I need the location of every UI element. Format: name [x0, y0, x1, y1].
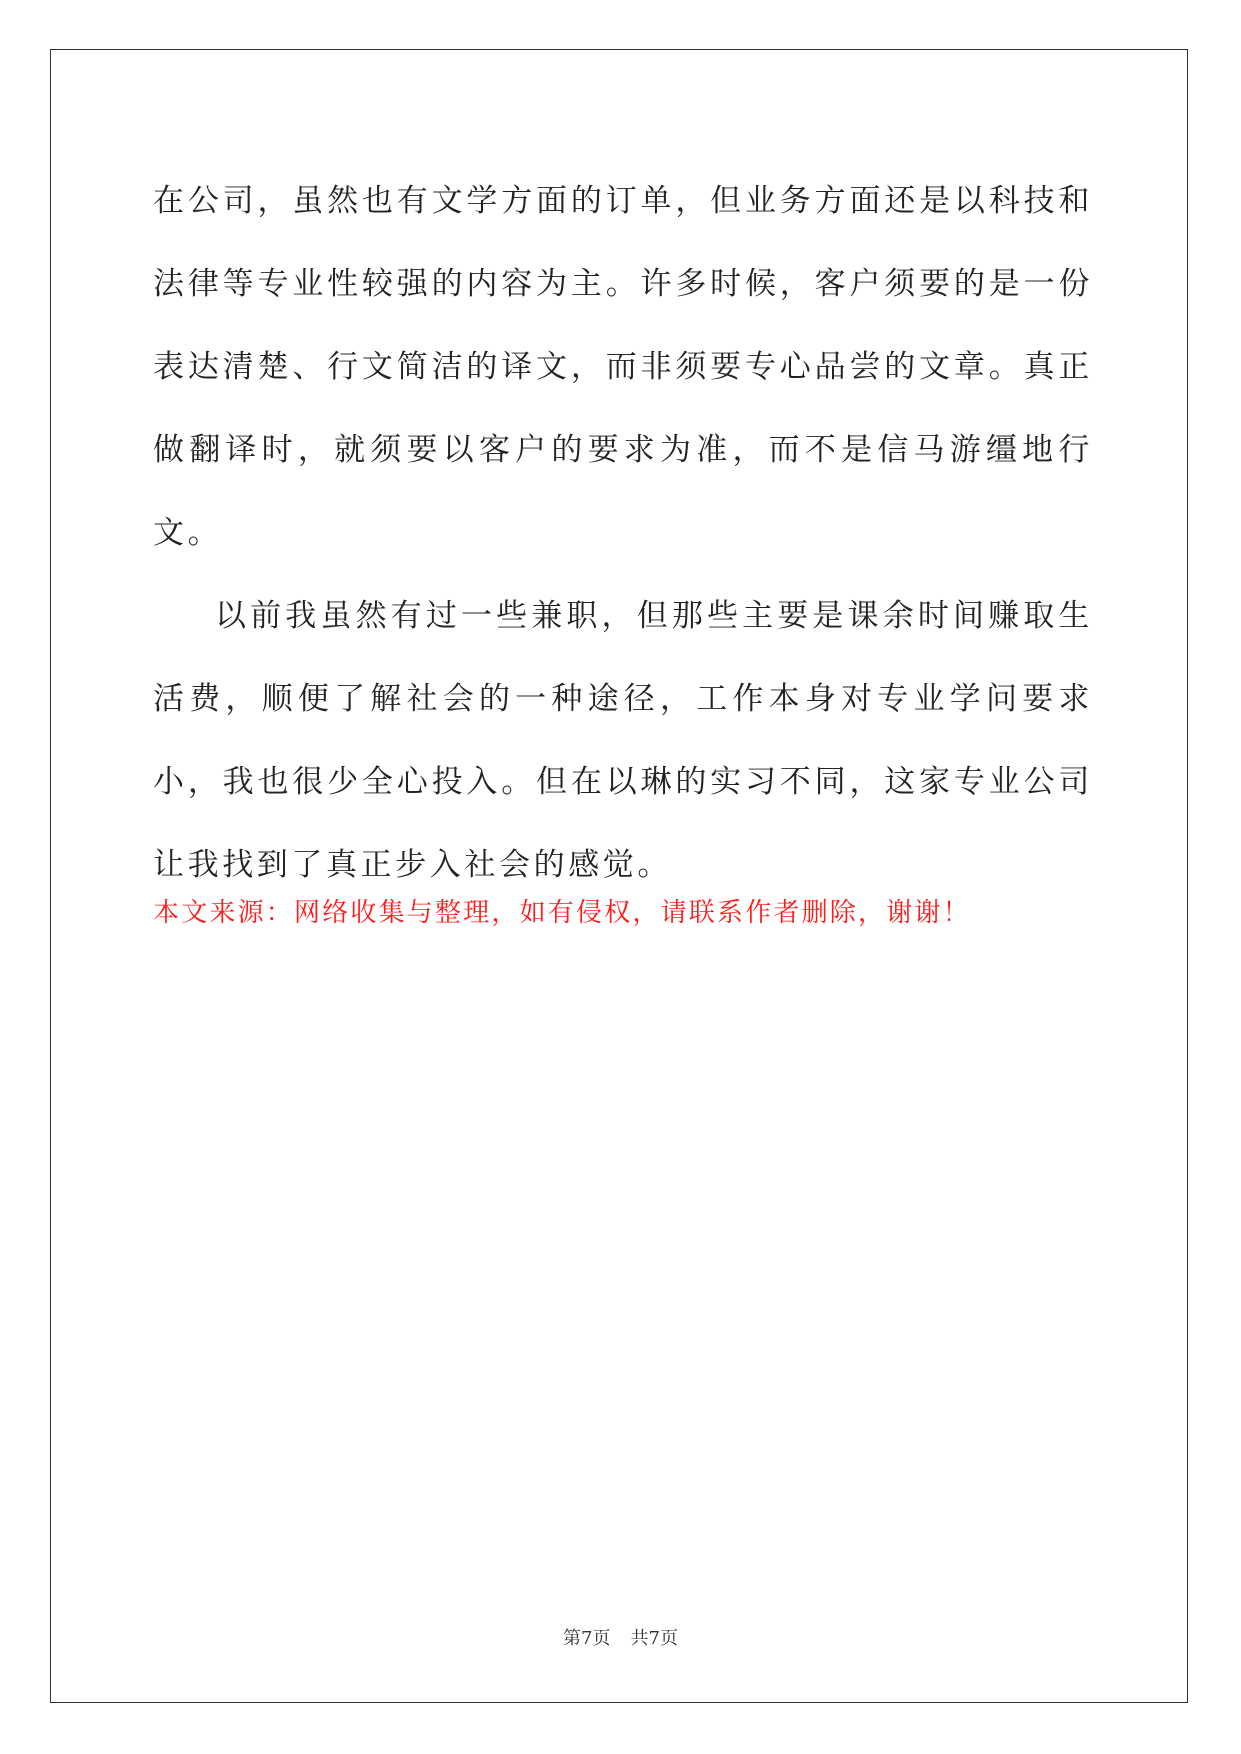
paragraph-1: 在公司，虽然也有文学方面的订单，但业务方面还是以科技和法律等专业性较强的内容为主。许多时候，客户须要的是一份表达清楚、行文简洁的译文，而非须要专心品尝的文章。真正做翻译时，就须要以客户的要求为准，而不是信马游缰地行文。 [153, 183, 1093, 551]
page-footer [0, 1624, 1241, 1650]
document-body [153, 160, 1093, 907]
paragraph-2: 以前我虽然有过一些兼职，但那些主要是课余时间赚取生活费，顺便了解社会的一种途径，工作本身对专业学问要求小，我也很少全心投入。但在以琳的实习不同，这家专业公司让我找到了真正步入社会的感觉。 [153, 598, 1093, 883]
total-pages: 共7页 [630, 1628, 678, 1649]
page-number: 第7页 [563, 1628, 611, 1649]
source-note: 本文来源：网络收集与整理，如有侵权，请联系作者删除，谢谢！ [153, 898, 971, 928]
